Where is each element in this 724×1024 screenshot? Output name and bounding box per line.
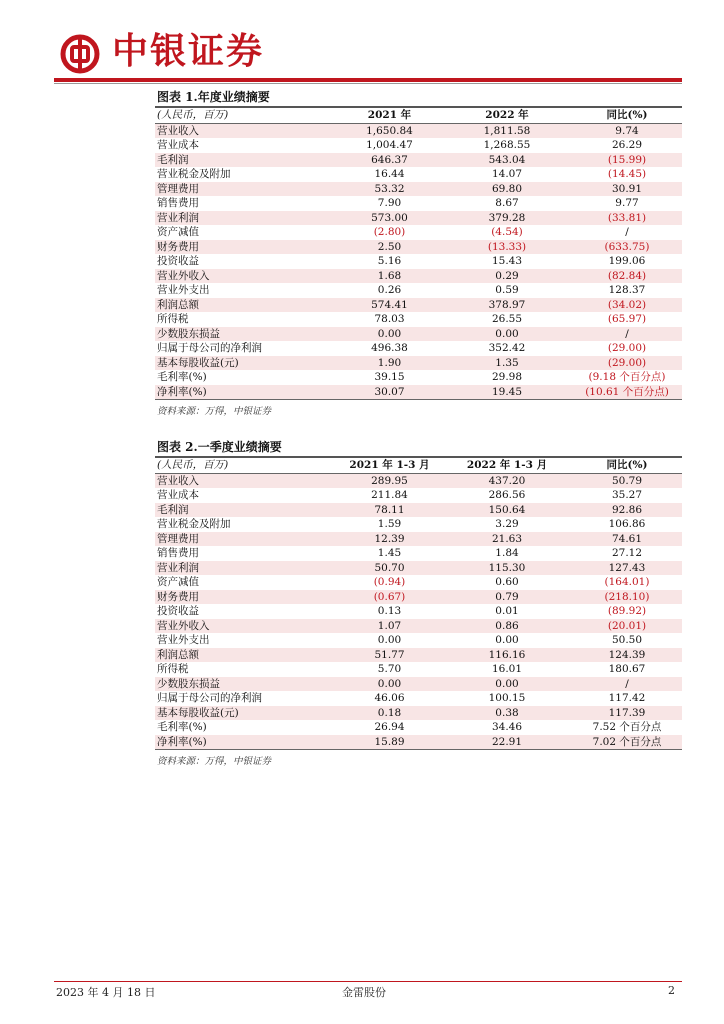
value-yoy: (15.99) [572,153,682,168]
value-yoy: (218.10) [572,590,682,605]
column-header-unit: (人民币，百万) [155,108,337,123]
row-label: 净利率(%) [155,735,337,750]
value-prior: 1,650.84 [337,123,442,138]
table-row [155,327,682,342]
value-current: (4.54) [491,226,523,238]
value-current: 29.98 [491,371,523,383]
value-current: 150.64 [442,503,572,518]
row-label: 营业利润 [155,561,337,576]
value-current: 115.30 [442,561,572,576]
value-current: 69.80 [442,182,572,197]
table-row [155,473,682,488]
table-title: 图表 1.年度业绩摘要 [157,90,270,104]
value-prior: 1.68 [337,269,442,284]
bank-of-china-logo-icon [60,34,100,74]
value-prior: 496.38 [371,342,408,354]
column-header-unit: (人民币，百万) [155,458,337,473]
value-prior: 78.11 [337,503,442,518]
value-yoy: (29.00) [607,342,647,354]
table-row [155,648,682,663]
value-current: 1,811.58 [442,123,572,138]
row-label: 基本每股收益(元) [155,706,337,721]
row-label: 营业税金及附加 [157,518,231,530]
value-prior: 30.07 [337,385,442,400]
value-yoy: / [572,327,682,342]
value-prior: 289.95 [337,473,442,488]
row-label: 营业利润 [155,211,337,226]
row-label: 投资收益 [157,255,199,267]
value-yoy: 180.67 [608,663,646,675]
value-prior: 1.90 [337,356,442,371]
column-header-2021-q1: 2021 年 1-3 月 [337,458,442,473]
table-row [155,138,682,153]
column-header-yoy: 同比(%) [572,108,682,123]
value-prior: 51.77 [337,648,442,663]
table-row [155,153,682,168]
value-yoy: (14.45) [607,168,647,180]
value-yoy: (633.75) [572,240,682,255]
row-label: 营业税金及附加 [157,168,231,180]
value-current: 1.35 [442,356,572,371]
row-label: 财务费用 [155,240,337,255]
q1-summary-block [155,438,682,767]
value-yoy: (9.18 个百分点) [588,371,666,383]
value-yoy: 27.12 [611,547,643,559]
row-label: 毛利率(%) [157,371,207,383]
table-row [155,312,682,327]
value-current: 8.67 [495,197,519,209]
table-row [155,706,682,721]
row-label: 所得税 [157,663,189,675]
page-header [0,0,724,90]
value-prior: 26.94 [374,721,405,733]
row-label: 利润总额 [155,298,337,313]
value-yoy: 124.39 [572,648,682,663]
value-prior: 50.70 [337,561,442,576]
table-row [155,691,682,706]
value-current: 21.63 [442,532,572,547]
value-yoy: 199.06 [608,255,646,267]
value-yoy: 74.61 [572,532,682,547]
table-row [155,196,682,211]
value-yoy: (10.61 个百分点) [572,385,682,400]
value-current: 1,268.55 [483,139,531,151]
value-yoy: 127.43 [572,561,682,576]
value-yoy: 30.91 [572,182,682,197]
table-row [155,123,682,138]
row-label: 归属于母公司的净利润 [157,692,262,704]
table-row [155,211,682,226]
row-label: 营业外收入 [155,269,337,284]
value-prior: 573.00 [337,211,442,226]
value-yoy: 7.52 个百分点 [592,721,662,733]
column-header-2021: 2021 年 [337,108,442,123]
value-prior: 0.00 [337,677,442,692]
brand-name: 中银证券 [112,31,265,72]
company-name: 金雷股份 [342,986,386,999]
table-row [155,283,682,298]
value-current: 0.00 [442,677,572,692]
value-current: 0.60 [495,576,519,588]
table-row [155,662,682,677]
table-row [155,575,682,590]
value-yoy: / [572,677,682,692]
row-label: 利润总额 [155,648,337,663]
value-current: (13.33) [442,240,572,255]
value-current: 379.28 [442,211,572,226]
table-row [155,298,682,313]
value-yoy: 92.86 [572,503,682,518]
row-label: 营业外收入 [155,619,337,634]
value-yoy: 50.50 [611,634,643,646]
value-prior: 5.70 [377,663,402,675]
row-label: 销售费用 [157,547,199,559]
value-prior: 1.59 [377,518,402,530]
table-title: 图表 2.一季度业绩摘要 [157,440,282,454]
row-label: 财务费用 [155,590,337,605]
value-current: 0.59 [495,284,519,296]
value-current: 0.38 [442,706,572,721]
row-label: 毛利润 [155,153,337,168]
value-prior: 7.90 [377,197,402,209]
table-row [155,341,682,356]
value-current: 437.20 [442,473,572,488]
value-current: 15.43 [491,255,523,267]
value-current: 34.46 [491,721,523,733]
value-current: 100.15 [488,692,526,704]
value-current: 0.86 [442,619,572,634]
header-rule [54,78,682,82]
value-current: 26.55 [491,313,523,325]
annual-summary-table [155,108,682,400]
value-yoy: 7.02 个百分点 [572,735,682,750]
value-current: 3.29 [495,518,519,530]
value-yoy: 26.29 [611,139,643,151]
row-label: 管理费用 [155,532,337,547]
value-prior: 78.03 [374,313,405,325]
value-prior: 39.15 [374,371,405,383]
value-yoy: 117.42 [608,692,646,704]
value-yoy: (33.81) [572,211,682,226]
table-header-row [155,108,682,123]
table-row [155,619,682,634]
row-label: 营业成本 [157,139,199,151]
value-prior: 211.84 [371,489,408,501]
row-label: 管理费用 [155,182,337,197]
value-prior: 0.26 [377,284,402,296]
value-yoy: 117.39 [572,706,682,721]
value-yoy: (34.02) [572,298,682,313]
row-label: 所得税 [157,313,189,325]
value-prior: (0.94) [373,576,406,588]
row-label: 营业外支出 [157,284,210,296]
row-label: 营业成本 [157,489,199,501]
table-row [155,590,682,605]
value-prior: 1,004.47 [366,139,413,151]
value-yoy: (82.84) [572,269,682,284]
row-label: 资产减值 [157,576,199,588]
table-row [155,488,682,503]
table-row [155,269,682,284]
value-yoy: (29.00) [572,356,682,371]
value-current: 0.01 [495,605,519,617]
report-date: 2023 年 4 月 18 日 [56,986,156,999]
value-current: 543.04 [442,153,572,168]
value-current: 19.45 [442,385,572,400]
value-yoy: 9.74 [572,123,682,138]
table-row [155,225,682,240]
value-prior: 1.07 [337,619,442,634]
value-yoy: (89.92) [607,605,647,617]
value-current: 116.16 [442,648,572,663]
table-row [155,720,682,735]
table-row [155,532,682,547]
annual-summary-block [155,88,682,417]
value-yoy: (20.01) [572,619,682,634]
value-prior: 1.45 [377,547,402,559]
row-label: 营业收入 [155,473,337,488]
value-yoy: 128.37 [608,284,646,296]
table-row [155,633,682,648]
table-row [155,503,682,518]
row-label: 归属于母公司的净利润 [157,342,262,354]
value-prior: 46.06 [374,692,405,704]
value-current: 14.07 [491,168,523,180]
value-yoy: 50.79 [572,473,682,488]
value-prior: (0.67) [337,590,442,605]
value-prior: 0.13 [377,605,402,617]
value-yoy: (164.01) [604,576,650,588]
value-current: 0.29 [442,269,572,284]
value-current: 286.56 [488,489,526,501]
table-row [155,167,682,182]
table-row [155,517,682,532]
table-row [155,561,682,576]
value-prior: (2.80) [373,226,406,238]
value-yoy: 106.86 [608,518,646,530]
value-yoy: (65.97) [607,313,647,325]
footer-rule [54,981,682,982]
value-prior: 12.39 [337,532,442,547]
header-rule-thin [54,83,682,84]
value-current: 0.79 [442,590,572,605]
q1-summary-table [155,458,682,750]
value-prior: 0.18 [337,706,442,721]
value-current: 0.00 [442,327,572,342]
table-row [155,677,682,692]
page-number: 2 [668,984,675,997]
value-current: 16.01 [491,663,523,675]
source-note: 资料来源：万得，中银证券 [157,406,272,417]
table-row [155,370,682,385]
value-current: 352.42 [488,342,526,354]
value-yoy: / [625,226,629,238]
value-prior: 574.41 [337,298,442,313]
row-label: 资产减值 [157,226,199,238]
column-header-yoy: 同比(%) [572,458,682,473]
row-label: 营业收入 [155,123,337,138]
row-label: 少数股东损益 [155,677,337,692]
column-header-2022-q1: 2022 年 1-3 月 [442,458,572,473]
table-row [155,546,682,561]
row-label: 投资收益 [157,605,199,617]
table-row [155,735,682,750]
table-body [155,473,682,750]
table-row [155,356,682,371]
value-current: 1.84 [495,547,519,559]
row-label: 毛利率(%) [157,721,207,733]
value-current: 22.91 [442,735,572,750]
row-label: 销售费用 [157,197,199,209]
value-prior: 5.16 [377,255,402,267]
value-prior: 646.37 [337,153,442,168]
value-prior: 0.00 [337,327,442,342]
table-row [155,385,682,400]
table-row [155,240,682,255]
value-prior: 16.44 [374,168,405,180]
value-prior: 53.32 [337,182,442,197]
table-row [155,254,682,269]
row-label: 毛利润 [155,503,337,518]
table-row [155,604,682,619]
row-label: 净利率(%) [155,385,337,400]
value-prior: 0.00 [377,634,402,646]
column-header-2022: 2022 年 [442,108,572,123]
row-label: 少数股东损益 [155,327,337,342]
table-header-row [155,458,682,473]
table-body [155,123,682,400]
value-current: 378.97 [442,298,572,313]
row-label: 基本每股收益(元) [155,356,337,371]
value-yoy: 35.27 [611,489,643,501]
value-prior: 2.50 [337,240,442,255]
source-note: 资料来源：万得，中银证券 [157,756,272,767]
table-row [155,182,682,197]
value-prior: 15.89 [337,735,442,750]
value-yoy: 9.77 [615,197,639,209]
row-label: 营业外支出 [157,634,210,646]
value-current: 0.00 [495,634,519,646]
